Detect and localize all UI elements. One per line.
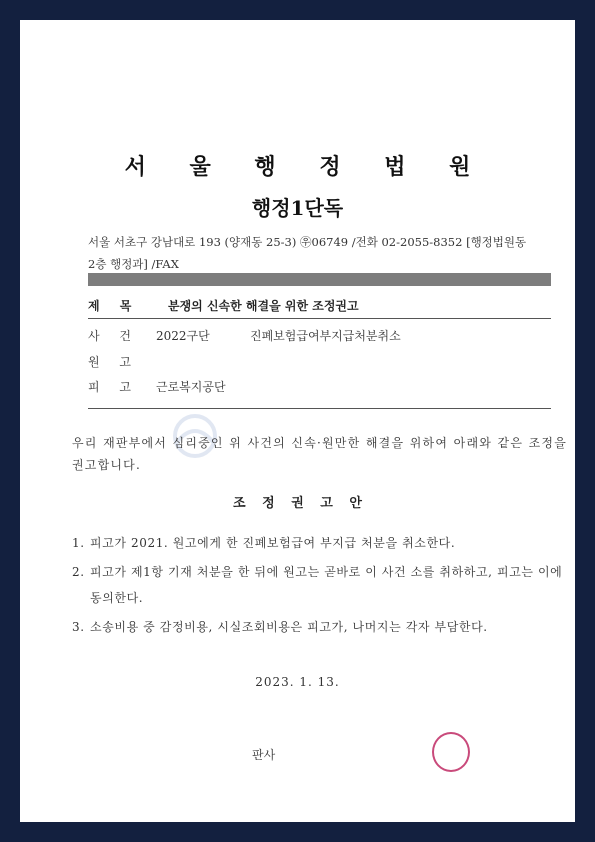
subject-value: 분쟁의 신속한 해결을 위한 조정권고 <box>168 299 359 313</box>
address-line-1: 서울 서초구 강남대로 193 (양재동 25-3) ㉾06749 /전화 02-2055-8352 [행정법원동 <box>88 235 527 249</box>
defendant-value: 근로복지공단 <box>156 380 226 394</box>
department-title: 행정1단독 <box>251 196 344 220</box>
recommendation-item <box>72 614 567 640</box>
case-number: 2022구단 <box>156 329 210 343</box>
item-text: 피고가 2021. 원고에게 한 진폐보험급여 부지급 처분을 취소한다. <box>90 536 456 550</box>
address-line-2: 2층 행정과] /FAX <box>88 257 179 271</box>
plaintiff-label: 원 고 <box>88 355 139 369</box>
item-number: 1. <box>72 536 85 550</box>
intro-paragraph: 우리 재판부에서 심리중인 위 사건의 신속·원만한 해결을 위하여 아래와 같은 조정을 권고합니다. <box>72 436 567 472</box>
document-page <box>20 20 575 822</box>
subject-label: 제 목 <box>88 299 140 313</box>
court-seal <box>432 732 470 772</box>
item-text: 소송비용 중 감정비용, 시실조회비용은 피고가, 나머지는 각자 부담한다. <box>90 620 488 634</box>
judge-label: 판사 <box>252 748 276 762</box>
court-address <box>88 231 558 275</box>
item-text: 피고가 제1항 기재 처분을 한 뒤에 원고는 곧바로 이 사건 소를 취하하고, 피고는 이에 동의한다. <box>90 565 563 605</box>
redaction-bar <box>88 273 551 286</box>
case-title: 진폐보험급여부지급처분취소 <box>250 329 401 343</box>
item-number: 2. <box>72 565 85 579</box>
court-name: 서 울 행 정 법 원 <box>124 154 489 180</box>
recommendation-item <box>72 530 567 556</box>
divider-top <box>88 318 551 319</box>
item-number: 3. <box>72 620 85 634</box>
document-date: 2023. 1. 13. <box>255 675 340 689</box>
case-label: 사 건 <box>88 329 139 343</box>
divider-bottom <box>88 408 551 409</box>
defendant-label: 피 고 <box>88 380 139 394</box>
recommendation-item <box>72 559 567 611</box>
section-title: 조 정 권 고 안 <box>233 496 368 511</box>
